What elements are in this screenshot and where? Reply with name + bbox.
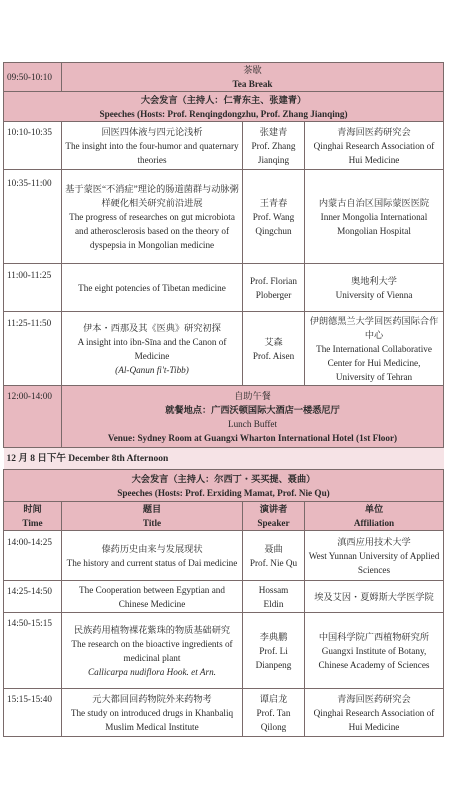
session1-header — [4, 92, 444, 122]
session1-en: Speeches (Hosts: Prof. Renqingdongzhu, Prof. Zhang Jianqing) — [99, 108, 348, 119]
talk-title-zh: 回医四体液与四元论浅析 — [101, 126, 203, 137]
header-time-zh: 时间 — [23, 504, 42, 514]
talk-speaker — [243, 122, 305, 170]
talk-time: 14:50-15:15 — [4, 613, 62, 689]
talk-title-en-sub: (Al-Qanun fi't-Tibb) — [115, 364, 189, 375]
session2-header — [4, 470, 444, 502]
schedule-table — [3, 62, 444, 737]
affiliation-zh: 中国科学院广西植物研究所 — [318, 631, 430, 642]
column-header-speaker — [243, 502, 305, 531]
talk-speaker — [243, 312, 305, 386]
column-header-row — [4, 502, 444, 531]
speaker-zh: 聂曲 — [264, 543, 283, 554]
affiliation-zh: 埃及艾因・夏姆斯大学医学院 — [314, 591, 434, 602]
header-time-en: Time — [22, 518, 43, 528]
talk-time: 14:25-14:50 — [4, 581, 62, 613]
affiliation-en: Guangxi Institute of Botany, Chinese Academy of Sciences — [318, 645, 430, 670]
talk-title-en-sub: Callicarpa nudiflora Hook. et Arn. — [88, 666, 216, 677]
header-title-zh: 题目 — [142, 504, 162, 514]
talk-title-en: The insight into the four-humor and quaternary theories — [65, 140, 239, 165]
talk-title-zh: 民族药用植物裸花紫珠的物质基础研究 — [73, 624, 231, 635]
session2-header-row — [4, 470, 444, 502]
talk-title — [62, 170, 243, 264]
tea-break-time: 09:50-10:10 — [4, 63, 62, 92]
talk-title — [62, 581, 243, 613]
lunch-row — [4, 386, 444, 448]
day-header — [4, 448, 444, 470]
talk-affiliation — [305, 689, 444, 737]
lunch-venue-zh: 就餐地点：广西沃顿国际大酒店一楼悉尼厅 — [165, 404, 340, 415]
talk-title-en: The history and current status of Dai medicine — [66, 557, 238, 568]
talk-title — [62, 264, 243, 312]
day-zh: 12 月 8 日下午 — [6, 453, 66, 464]
speaker-first: Hossam — [258, 584, 289, 595]
talk-title-zh: 傣药历史由来与发展现状 — [101, 543, 203, 554]
table-row — [4, 312, 444, 386]
talk-title-en: The research on the bioactive ingredients of medicinal plant — [71, 638, 233, 663]
affiliation-zh: 青海回医药研究会 — [337, 693, 411, 704]
lunch-zh: 自助午餐 — [234, 390, 271, 401]
column-header-time — [4, 502, 62, 531]
talk-title — [62, 312, 243, 386]
affiliation-en: Qinghai Research Association of Hui Medicine — [313, 707, 435, 732]
talk-affiliation — [305, 122, 444, 170]
column-header-title — [62, 502, 243, 531]
talk-speaker — [243, 613, 305, 689]
affiliation-zh: 伊朗德黑兰大学回医药国际合作中心 — [309, 315, 439, 340]
speaker-en: Prof. Aisen — [252, 350, 295, 361]
header-title-en: Title — [142, 518, 162, 528]
talk-time: 15:15-15:40 — [4, 689, 62, 737]
talk-title — [62, 122, 243, 170]
lunch-info — [62, 386, 444, 448]
talk-title — [62, 689, 243, 737]
day-en: December 8th Afternoon — [68, 453, 169, 464]
talk-title-en: The study on introduced drugs in Khanbaliq Muslim Medical Institute — [70, 707, 234, 732]
speaker-zh: 张建青 — [259, 126, 288, 137]
table-row — [4, 264, 444, 312]
session1-zh: 大会发言（主持人：仁青东主、张建青） — [140, 94, 307, 105]
tea-break-label — [62, 63, 444, 92]
talk-time: 11:25-11:50 — [4, 312, 62, 386]
talk-time: 14:00-14:25 — [4, 531, 62, 581]
affiliation-zh: 滇西应用技术大学 — [337, 536, 411, 547]
talk-speaker — [243, 531, 305, 581]
affiliation-en: University of Vienna — [335, 289, 413, 300]
talk-title-zh: 元大都回回药物院外来药物考 — [92, 693, 212, 704]
speaker-en: Prof. Li Dianpeng — [255, 645, 292, 670]
talk-time: 10:10-10:35 — [4, 122, 62, 170]
session2-zh: 大会发言（主持人：尔西丁・买买提、聂曲） — [131, 473, 316, 484]
speaker-en: Prof. Florian Ploberger — [250, 275, 297, 300]
speaker-zh: 艾森 — [264, 336, 283, 347]
speaker-zh: 李典鹏 — [259, 631, 288, 642]
talk-title — [62, 613, 243, 689]
affiliation-en: Inner Mongolia International Mongolian Hospital — [320, 211, 428, 236]
talk-affiliation — [305, 264, 444, 312]
session1-header-row — [4, 92, 444, 122]
tea-break-zh: 茶歇 — [243, 65, 262, 75]
affiliation-zh: 青海回医药研究会 — [337, 126, 411, 137]
header-aff-zh: 单位 — [364, 504, 384, 514]
speaker-last: Eldin — [263, 598, 284, 609]
affiliation-en: Qinghai Research Association of Hui Medicine — [313, 140, 435, 165]
tea-break-en: Tea Break — [232, 79, 273, 89]
talk-affiliation — [305, 531, 444, 581]
lunch-en: Lunch Buffet — [227, 418, 278, 429]
talk-speaker — [243, 581, 305, 613]
header-aff-en: Affiliation — [353, 518, 395, 528]
talk-time: 11:00-11:25 — [4, 264, 62, 312]
affiliation-zh: 奥地利大学 — [351, 275, 397, 286]
talk-speaker — [243, 689, 305, 737]
affiliation-zh: 内蒙古自治区国际蒙医医院 — [318, 197, 430, 208]
speaker-en: Prof. Nie Qu — [249, 557, 298, 568]
day-header-row — [4, 448, 444, 470]
speaker-en: Prof. Wang Qingchun — [252, 211, 295, 236]
speaker-en: Prof. Zhang Jianqing — [251, 140, 296, 165]
talk-title-en: The eight potencies of Tibetan medicine — [78, 282, 226, 293]
talk-speaker — [243, 170, 305, 264]
session2-en: Speeches (Hosts: Prof. Erxiding Mamat, Prof. Nie Qu) — [117, 487, 330, 498]
header-speaker-en: Speaker — [257, 518, 290, 528]
talk-time: 10:35-11:00 — [4, 170, 62, 264]
talk-speaker — [243, 264, 305, 312]
table-row — [4, 170, 444, 264]
talk-affiliation — [305, 581, 444, 613]
talk-title-en: A insight into ibn-Sīna and the Canon of Medicine — [77, 336, 227, 361]
table-row — [4, 613, 444, 689]
talk-affiliation — [305, 613, 444, 689]
table-row — [4, 689, 444, 737]
talk-affiliation — [305, 170, 444, 264]
table-row — [4, 581, 444, 613]
speaker-zh: 王青春 — [259, 197, 288, 208]
lunch-time: 12:00-14:00 — [4, 386, 62, 448]
header-speaker-zh: 演讲者 — [259, 504, 288, 514]
column-header-affiliation — [305, 502, 444, 531]
affiliation-en: West Yunnan University of Applied Sciences — [308, 550, 440, 575]
lunch-venue-en: Venue: Sydney Room at Guangxi Wharton International Hotel (1st Floor) — [107, 432, 398, 443]
speaker-zh: 谭启龙 — [259, 693, 288, 704]
table-row — [4, 531, 444, 581]
talk-title — [62, 531, 243, 581]
talk-title-zh: 基于蒙医“不消症”理论的肠道菌群与动脉粥样硬化相关研究前沿进展 — [65, 183, 239, 208]
tea-break-row — [4, 63, 444, 92]
speaker-en: Prof. Tan Qilong — [256, 707, 291, 732]
table-row — [4, 122, 444, 170]
talk-title-en: The progress of researches on gut microbiota and atherosclerosis based on the theory of dyspepsia in Mongolian medicine — [69, 211, 235, 250]
affiliation-en: The International Collaborative Center for Hui Medicine, University of Tehran — [316, 343, 432, 382]
talk-affiliation — [305, 312, 444, 386]
talk-title-en: The Cooperation between Egyptian and Chinese Medicine — [79, 584, 225, 609]
schedule-sheet — [3, 62, 443, 737]
talk-title-zh: 伊本・西那及其《医典》研究初探 — [83, 322, 221, 333]
